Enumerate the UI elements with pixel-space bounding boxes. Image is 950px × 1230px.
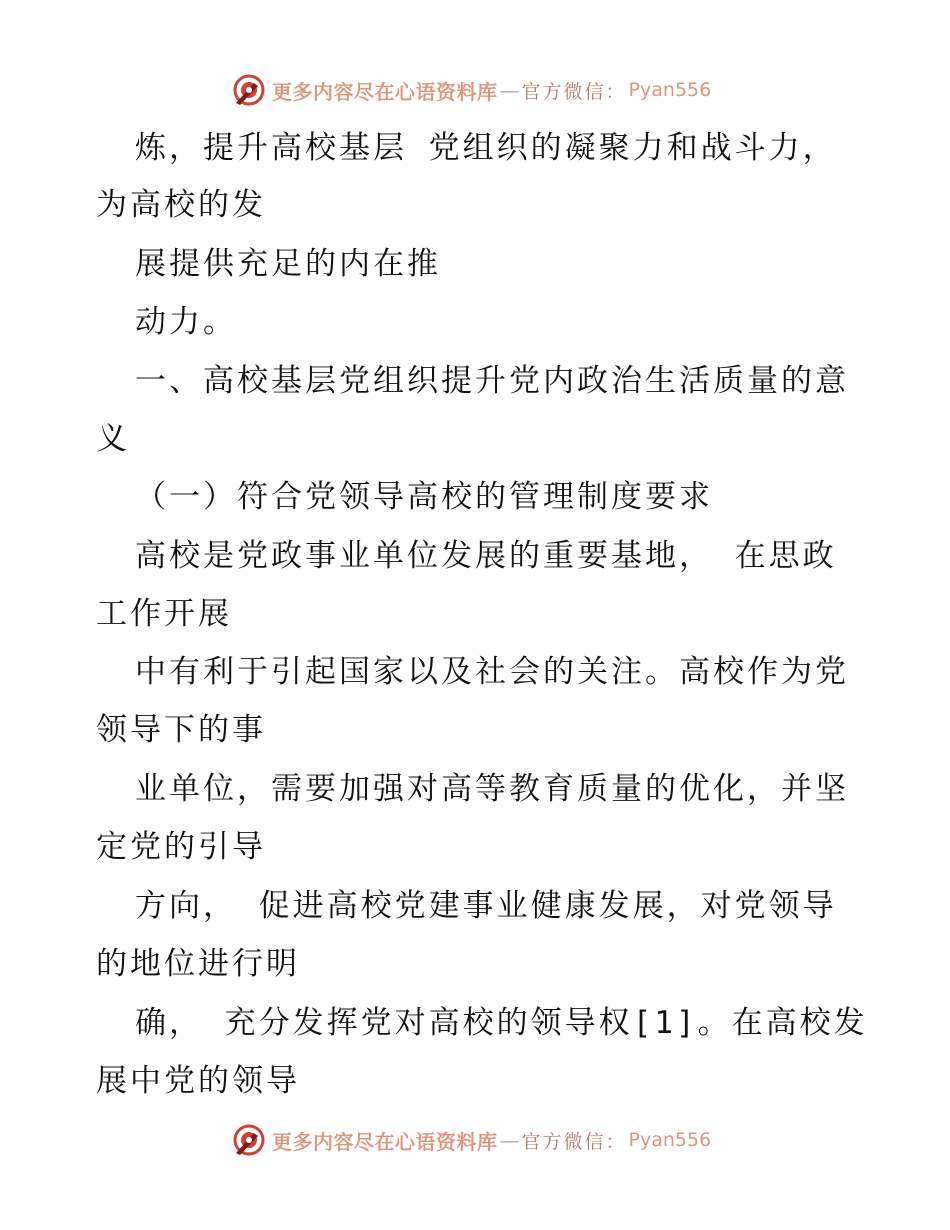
text-line: 炼，提升高校基层 党组织的凝聚力和战斗力， — [135, 130, 837, 166]
watermark-brand-text: 更多内容尽在心语资料库 — [272, 79, 498, 104]
section-heading: 一、高校基层党组织提升党内政治生活质量的意 — [135, 363, 849, 399]
text-line: 领导下的事 — [96, 712, 266, 748]
text-line: 业单位，需要加强对高等教育质量的优化，并坚 — [135, 771, 849, 807]
text-line: 展提供充足的内在推 — [135, 246, 441, 282]
watermark-wechat-label: 官方微信： — [521, 80, 627, 103]
text-line: 中有利于引起国家以及社会的关注。高校作为党 — [135, 654, 849, 690]
text-line: 的地位进行明 — [96, 946, 300, 982]
watermark-wechat-label: 官方微信： — [521, 1130, 627, 1153]
red-circle-pen-logo-icon — [232, 73, 266, 107]
watermark-separator: — — [499, 78, 520, 102]
text-line: 展中党的领导 — [96, 1063, 300, 1099]
watermark-banner-bottom — [232, 1120, 712, 1160]
text-line: 确， 充分发挥党对高校的领导权[1]。在高校发 — [135, 1005, 868, 1041]
subsection-heading: （一）符合党领导高校的管理制度要求 — [135, 479, 713, 515]
text-line: 为高校的发 — [96, 187, 266, 223]
text-line: 动力。 — [135, 304, 237, 340]
watermark-separator: — — [499, 1128, 520, 1152]
text-line: 工作开展 — [96, 596, 232, 632]
text-line: 定党的引导 — [96, 829, 266, 865]
red-circle-pen-logo-icon — [232, 1123, 266, 1157]
watermark-banner-top — [232, 70, 712, 110]
watermark-brand-text: 更多内容尽在心语资料库 — [272, 1129, 498, 1154]
watermark-wechat-id: Pyan556 — [628, 1129, 712, 1151]
text-line: 方向， 促进高校党建事业健康发展，对党领导 — [135, 888, 837, 924]
watermark-wechat-id: Pyan556 — [628, 79, 712, 101]
section-heading-cont: 义 — [96, 421, 130, 457]
text-line: 高校是党政事业单位发展的重要基地， 在思政 — [135, 538, 837, 574]
